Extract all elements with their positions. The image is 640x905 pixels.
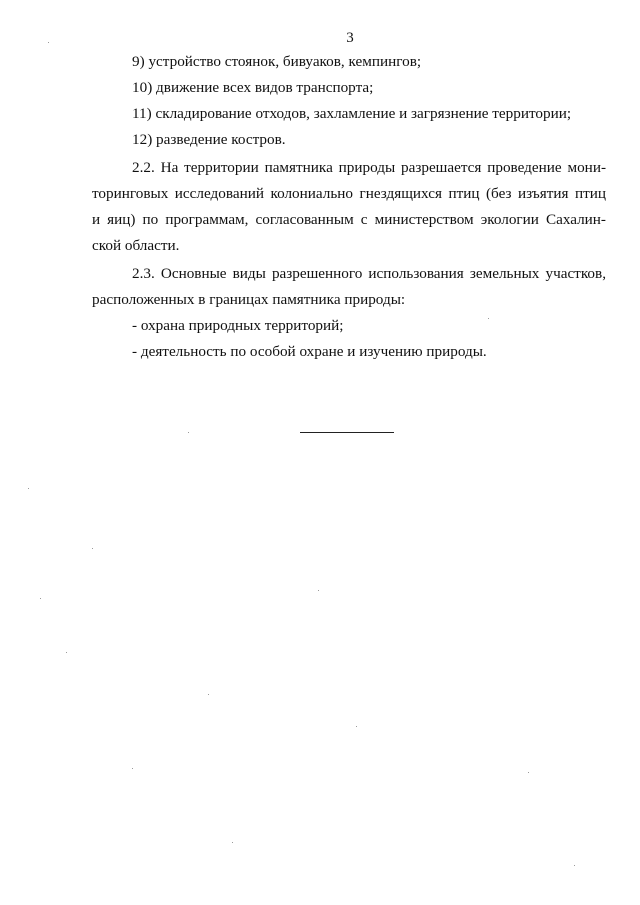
scan-speck bbox=[92, 548, 93, 549]
allowed-use-item: - охрана природных территорий; bbox=[132, 317, 344, 334]
scan-speck bbox=[48, 42, 49, 43]
allowed-use-item: - деятельность по особой охране и изучению природы. bbox=[132, 343, 487, 360]
paragraph-2-2-line: и яиц) по программам, согласованным с министерством экологии Сахалин- bbox=[92, 211, 606, 228]
scan-speck bbox=[356, 726, 357, 727]
scan-speck bbox=[208, 694, 209, 695]
paragraph-2-3-line: 2.3. Основные виды разрешенного использования земельных участков, bbox=[132, 265, 606, 282]
scan-speck bbox=[188, 432, 189, 433]
end-of-section-rule bbox=[300, 432, 394, 433]
scan-speck bbox=[318, 590, 319, 591]
paragraph-2-2-line: 2.2. На территории памятника природы разрешается проведение мони- bbox=[132, 159, 606, 176]
list-item: 11) складирование отходов, захламление и загрязнение территории; bbox=[132, 105, 572, 122]
list-item: 9) устройство стоянок, бивуаков, кемпингов; bbox=[132, 53, 422, 70]
paragraph-2-3-line: расположенных в границах памятника природы: bbox=[92, 291, 406, 308]
page-number: 3 bbox=[346, 30, 354, 46]
scan-speck bbox=[232, 842, 233, 843]
scan-speck bbox=[132, 768, 133, 769]
scan-speck bbox=[66, 652, 67, 653]
document-body bbox=[92, 49, 606, 365]
scan-speck bbox=[528, 772, 529, 773]
scan-speck bbox=[574, 865, 575, 866]
scan-speck bbox=[488, 318, 489, 319]
list-item: 10) движение всех видов транспорта; bbox=[132, 79, 374, 96]
list-item: 12) разведение костров. bbox=[132, 131, 286, 148]
scan-speck bbox=[28, 488, 29, 489]
paragraph-2-2-line: торинговых исследований колониально гнездящихся птиц (без изъятия птиц bbox=[92, 185, 606, 202]
paragraph-2-2-line: ской области. bbox=[92, 237, 180, 254]
scan-speck bbox=[40, 598, 41, 599]
